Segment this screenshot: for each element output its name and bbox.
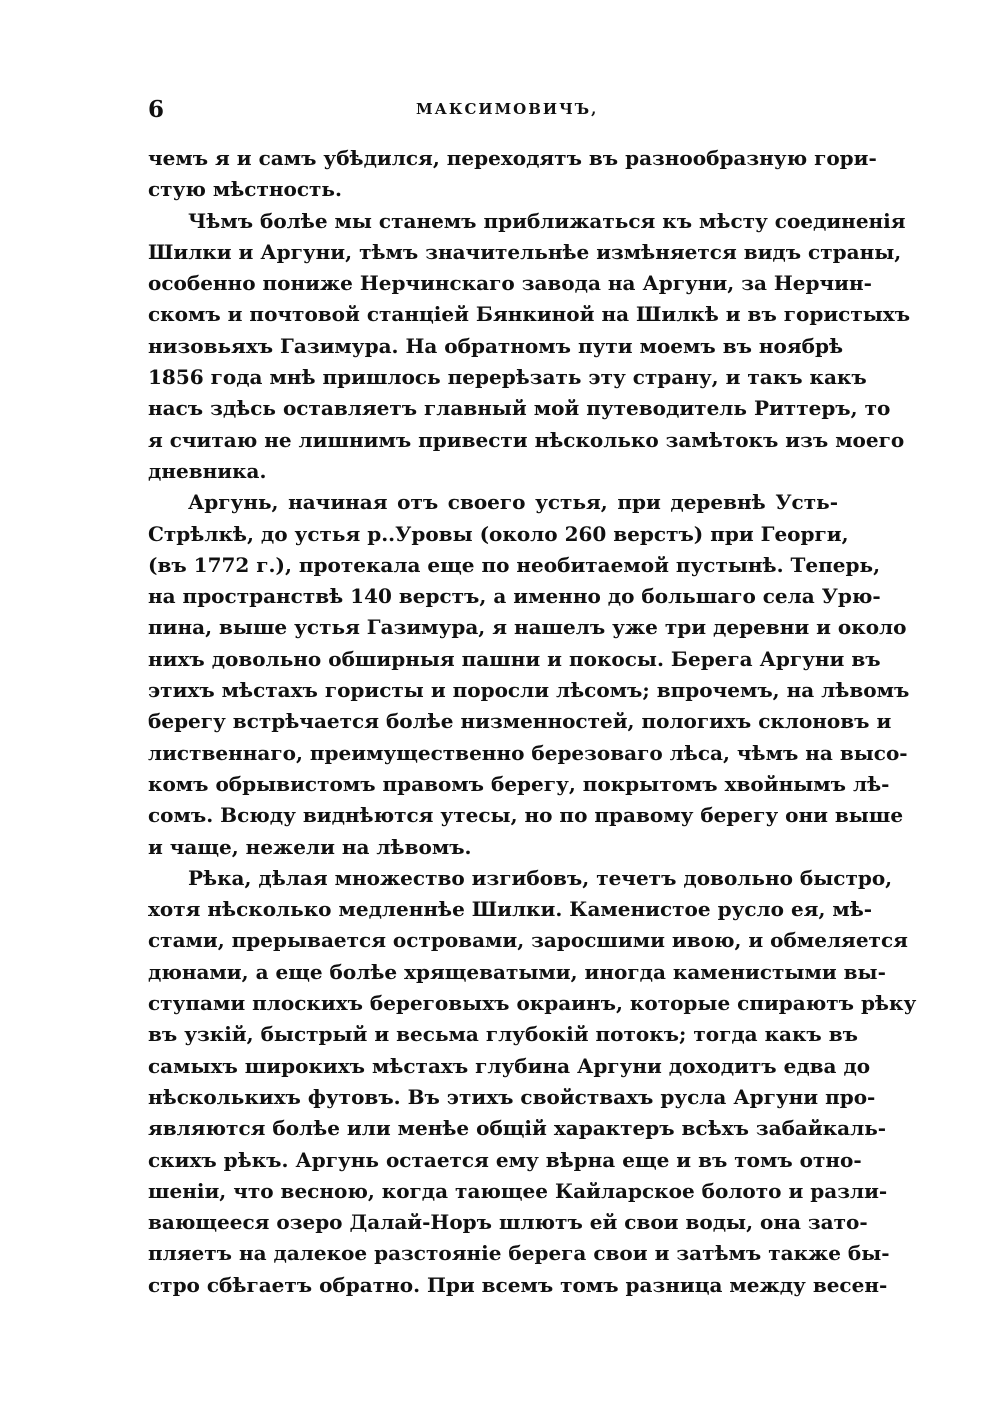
text-line: пляетъ на далекое разстояніе берега свои и затѣмъ также бы- (148, 1241, 890, 1266)
text-line: Аргунь, начиная отъ своего устья, при деревнѣ Усть- (188, 490, 838, 515)
page-header (148, 96, 838, 128)
text-line: являются болѣе или менѣе общій характеръ всѣхъ забайкаль- (148, 1116, 887, 1141)
text-line: лиственнаго, преимущественно березоваго лѣса, чѣмъ на высо- (148, 740, 908, 765)
paragraph (148, 143, 877, 206)
text-line: скихъ рѣкъ. Аргунь остается ему вѣрна еще и въ томъ отно- (148, 1147, 862, 1172)
text-line: Рѣка, дѣлая множество изгибовъ, течетъ довольно быстро, (188, 865, 893, 890)
text-line: самыхъ широкихъ мѣстахъ глубина Аргуни доходитъ едва до (148, 1053, 871, 1078)
text-line: Чѣмъ болѣе мы станемъ приближаться къ мѣсту соединенія (188, 208, 906, 233)
text-line: Стрѣлкѣ, до устья р..Уровы (около 260 верстъ) при Георги, (148, 521, 849, 546)
text-line: сомъ. Всюду виднѣются утесы, но по правому берегу они выше (148, 803, 904, 828)
paragraph (148, 863, 917, 1301)
text-line: особенно пониже Нерчинскаго завода на Аргуни, за Нерчин- (148, 271, 872, 296)
text-line: комъ обрывистомъ правомъ берегу, покрытомъ хвойнымъ лѣ- (148, 771, 890, 796)
paragraph (148, 206, 911, 488)
text-line: низовьяхъ Газимура. На обратномъ пути моемъ въ ноябрѣ (148, 333, 844, 358)
text-line: (въ 1772 г.), протекала еще по необитаемой пустынѣ. Теперь, (148, 552, 881, 577)
running-title: МАКСИМОВИЧЪ, (416, 100, 599, 118)
text-line: берегу встрѣчается болѣе низменностей, пологихъ склоновъ и (148, 709, 892, 734)
text-line: пина, выше устья Газимура, я нашелъ уже три деревни и около (148, 615, 907, 640)
text-line: на пространствѣ 140 верстъ, а именно до большаго села Урю- (148, 584, 881, 609)
text-line: стую мѣстность. (148, 177, 342, 202)
text-line: стро сбѣгаетъ обратно. При всемъ томъ разница между весен- (148, 1272, 888, 1297)
text-line: дюнами, а еще болѣе хрящеватыми, иногда каменистыми вы- (148, 959, 886, 984)
text-line: Шилки и Аргуни, тѣмъ значительнѣе измѣняется видъ страны, (148, 239, 902, 264)
text-line: насъ здѣсь оставляетъ главный мой путеводитель Риттеръ, то (148, 396, 891, 421)
text-line: стами, прерывается островами, заросшими ивою, и обмеляется (148, 928, 908, 953)
paragraph (148, 487, 910, 863)
text-line: я считаю не лишнимъ привести нѣсколько замѣтокъ изъ моего (148, 427, 905, 452)
page-number: 6 (148, 96, 165, 123)
text-line: 1856 года мнѣ пришлось перерѣзать эту страну, и такъ какъ (148, 365, 867, 390)
text-line: этихъ мѣстахъ гористы и поросли лѣсомъ; впрочемъ, на лѣвомъ (148, 678, 910, 703)
text-line: въ узкій, быстрый и весьма глубокій потокъ; тогда какъ въ (148, 1022, 858, 1047)
text-line: хотя нѣсколько медленнѣе Шилки. Каменистое русло ея, мѣ- (148, 897, 873, 922)
text-line: вающееся озеро Далай-Норъ шлютъ ей свои воды, она зато- (148, 1210, 868, 1235)
text-line: чемъ я и самъ убѣдился, переходятъ въ разнообразную гори- (148, 146, 877, 170)
text-line: и чаще, нежели на лѣвомъ. (148, 834, 472, 859)
text-line: нѣсколькихъ футовъ. Въ этихъ свойствахъ русла Аргуни про- (148, 1084, 876, 1109)
text-line: дневника. (148, 458, 267, 483)
text-line: нихъ довольно обширныя пашни и покосы. Берега Аргуни въ (148, 646, 881, 671)
body-text (148, 143, 917, 1301)
text-line: ступами плоскихъ береговыхъ окраинъ, которые спираютъ рѣку (148, 991, 917, 1016)
text-line: шеніи, что весною, когда тающее Кайларское болото и разли- (148, 1178, 888, 1203)
text-line: скомъ и почтовой станціей Бянкиной на Шилкѣ и въ гористыхъ (148, 302, 911, 327)
